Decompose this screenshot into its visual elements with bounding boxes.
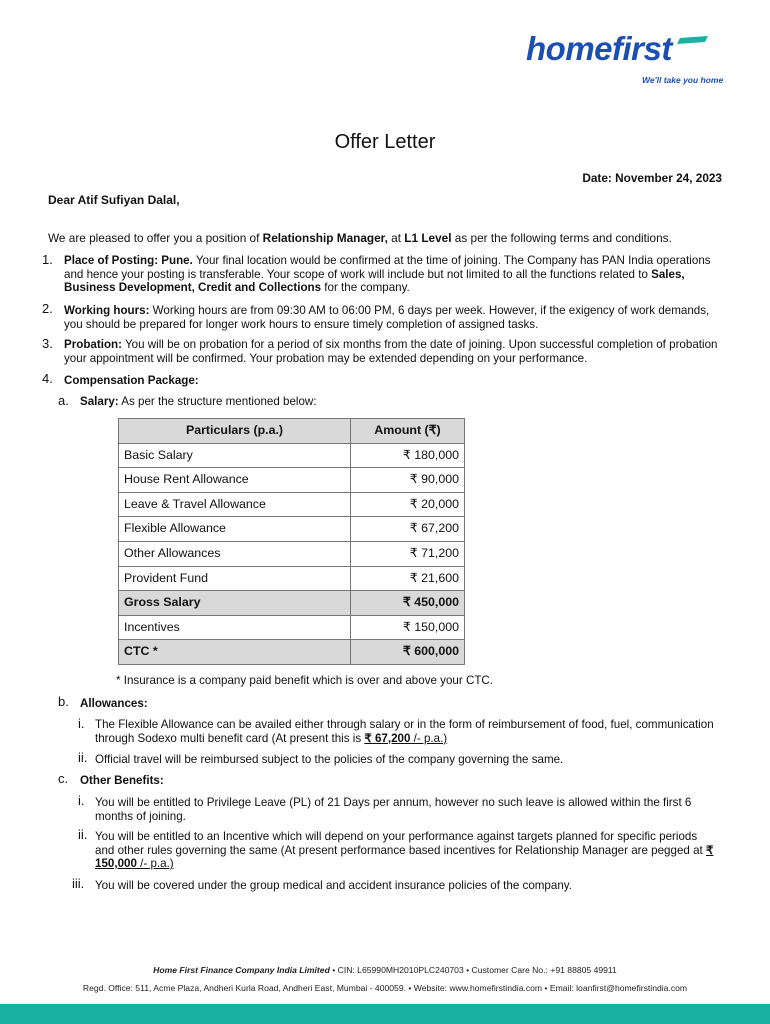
- allowance-item: Official travel will be reimbursed subject to the policies of the company governing the same.: [95, 753, 564, 766]
- row-amount: ₹ 67,200: [351, 517, 465, 542]
- insurance-note: * Insurance is a company paid benefit which is over and above your CTC.: [116, 674, 493, 687]
- point-number: 2.: [42, 301, 53, 316]
- footer-bar: [0, 1004, 770, 1024]
- salary-heading: Salary: As per the structure mentioned below:: [80, 395, 317, 408]
- sub-marker: c.: [58, 771, 69, 786]
- footer-company-line: Home First Finance Company India Limited • CIN: L65990MH2010PLC240703 • Customer Care No.: +91 88805 49911: [153, 965, 617, 975]
- sub-marker: a.: [58, 393, 69, 408]
- roman-marker: iii.: [72, 876, 85, 891]
- point-probation: Probation: You will be on probation for a period of six months from the date of joining. Upon successful completion of probation your appointment will be confirmed. Your probation may be extended depending on your performance.: [64, 338, 718, 365]
- roman-marker: ii.: [78, 827, 88, 842]
- benefit-item: You will be entitled to Privilege Leave (PL) of 21 Days per annum, however no such leave is allowed within the first 6 months of joining.: [95, 796, 692, 823]
- roman-marker: i.: [78, 793, 85, 808]
- logo-wordmark: homefirst: [526, 30, 672, 67]
- row-amount: ₹ 71,200: [351, 541, 465, 566]
- logo-mark-icon: [672, 36, 712, 56]
- allowance-item: The Flexible Allowance can be availed either through salary or in the form of reimbursement of food, fuel, communication through Sodexo multi benefit card (At present this is ₹ 67,200 /- p.a.): [95, 718, 714, 745]
- table-header-row: [119, 419, 465, 444]
- letter-date: Date: November 24, 2023: [582, 171, 722, 185]
- table-row: [119, 443, 465, 468]
- row-amount: ₹ 90,000: [351, 468, 465, 493]
- point-working-hours: Working hours: Working hours are from 09:30 AM to 06:00 PM, 6 days per week. However, if the exigency of work demands, you should be prepared for longer work hours to ensure timely completion of assigned tasks.: [64, 304, 710, 331]
- point-number: 3.: [42, 336, 53, 351]
- point-number: 4.: [42, 371, 53, 386]
- table-row: [119, 492, 465, 517]
- row-label: Provident Fund: [119, 566, 351, 591]
- benefit-item: You will be entitled to an Incentive which will depend on your performance against targets planned for specific periods and other rules governing the same (At present performance based incentives for Relationship Manager are pegged at ₹ 150,000 /- p.a.): [95, 830, 714, 870]
- row-label: CTC *: [119, 640, 351, 665]
- footer-address-line: Regd. Office: 511, Acme Plaza, Andheri Kurla Road, Andheri East, Mumbai - 400059. • Website: www.homefirstindia.com • Email: loanfirst@homefirstindia.com: [82, 983, 688, 993]
- row-amount: ₹ 180,000: [351, 443, 465, 468]
- logo-tagline: We'll take you home: [642, 75, 724, 85]
- point-number: 1.: [42, 252, 53, 267]
- greeting: Dear Atif Sufiyan Dalal,: [48, 193, 180, 207]
- row-label: Flexible Allowance: [119, 517, 351, 542]
- row-label: Basic Salary: [119, 443, 351, 468]
- column-header: Amount (₹): [351, 419, 465, 444]
- row-label: Leave & Travel Allowance: [119, 492, 351, 517]
- benefit-item: You will be covered under the group medical and accident insurance policies of the company.: [95, 879, 572, 892]
- roman-marker: i.: [78, 716, 85, 731]
- page-title: Offer Letter: [334, 131, 436, 153]
- row-label: Other Allowances: [119, 541, 351, 566]
- allowances-heading: Allowances:: [80, 697, 148, 710]
- row-label: Incentives: [119, 615, 351, 640]
- table-row: [119, 468, 465, 493]
- company-logo: [522, 30, 737, 90]
- row-amount: ₹ 150,000: [351, 615, 465, 640]
- table-row: [119, 541, 465, 566]
- point-posting: Place of Posting: Pune. Your final location would be confirmed at the time of joining. The Company has PAN India operations and hence your posting is transferable. Your scope of work will include but not limited to all the functions related to Sales, Business Development, Credit and Collections for the company.: [64, 254, 711, 294]
- table-row: [119, 615, 465, 640]
- table-row-gross: [119, 591, 465, 616]
- row-amount: ₹ 21,600: [351, 566, 465, 591]
- roman-marker: ii.: [78, 750, 88, 765]
- row-label: Gross Salary: [119, 591, 351, 616]
- sub-marker: b.: [58, 694, 69, 709]
- row-amount: ₹ 600,000: [351, 640, 465, 665]
- row-amount: ₹ 450,000: [351, 591, 465, 616]
- benefits-heading: Other Benefits:: [80, 774, 164, 787]
- point-compensation: Compensation Package:: [64, 374, 199, 387]
- intro-paragraph: We are pleased to offer you a position of Relationship Manager, at L1 Level as per the following terms and conditions.: [48, 231, 672, 245]
- row-label: House Rent Allowance: [119, 468, 351, 493]
- row-amount: ₹ 20,000: [351, 492, 465, 517]
- table-row: [119, 517, 465, 542]
- salary-table: [118, 418, 465, 665]
- column-header: Particulars (p.a.): [119, 419, 351, 444]
- table-row: [119, 566, 465, 591]
- table-row-ctc: [119, 640, 465, 665]
